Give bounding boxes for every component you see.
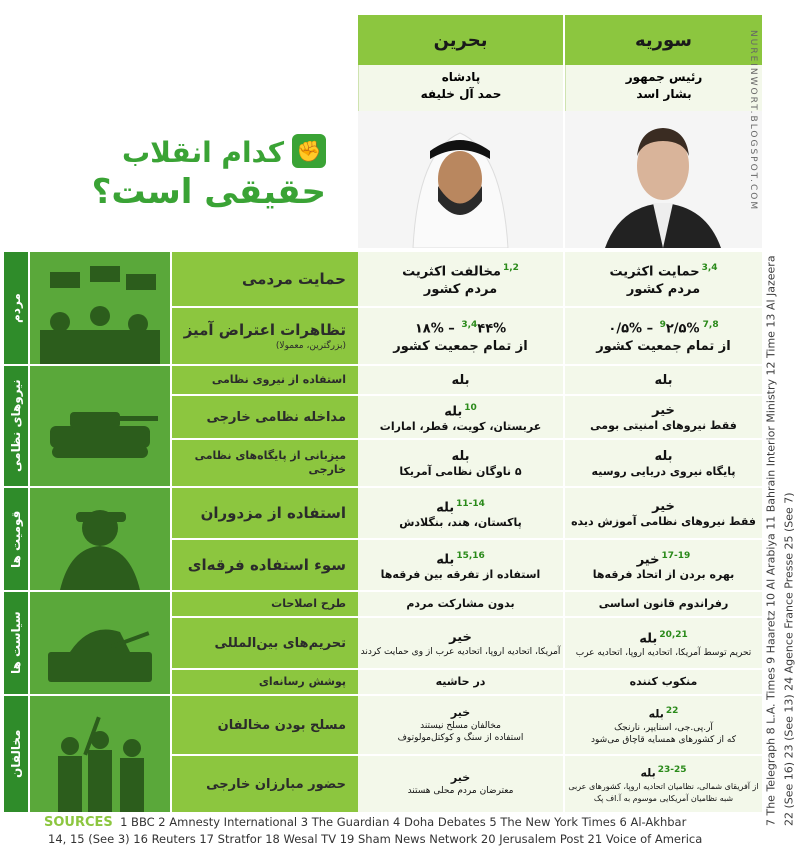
row-label-foreign-bases: میزبانی از پایگاه‌های نظامی خارجی bbox=[172, 440, 358, 486]
row-label-foreign-intervention: مداخله نظامی خارجی bbox=[172, 396, 358, 438]
row-label-mercenaries: استفاده از مزدوران bbox=[172, 488, 358, 538]
watermark-url: NUREINWORT.BLOGSPOT.COM bbox=[748, 30, 758, 212]
row-label-popular-support: حمایت مردمی bbox=[172, 252, 358, 306]
bahrain-leader: پادشاه حمد آل خلیفه bbox=[358, 65, 563, 111]
syria-armed-opposition: $^{22}$بله آر.پی.جی، اسنایپر، نارنجک که از کشورهای همسایه قاچاق می‌شود bbox=[565, 696, 762, 754]
row-label-sectarian: سوء استفاده فرقه‌ای bbox=[172, 540, 358, 590]
bahrain-foreign-bases: بله ۵ ناوگان نظامی آمریکا bbox=[358, 440, 563, 486]
title-line1: کدام انقلاب bbox=[122, 136, 284, 169]
bahrain-foreign-fighters: خیر معترضان مردم محلی هستند bbox=[358, 756, 563, 812]
fist-icon: ✊ bbox=[292, 134, 326, 168]
category-ethnicity: قومیت ها bbox=[4, 488, 28, 590]
category-opposition: مخالفان bbox=[4, 696, 28, 812]
bahrain-military-force: بله bbox=[358, 366, 563, 394]
row-label-armed-opposition: مسلح بودن مخالفان bbox=[172, 696, 358, 754]
tank-image bbox=[30, 366, 170, 486]
side-sources-2: 22 (See 16) 23 (See 13) 24 Agence France Presse 25 (See 7) bbox=[782, 492, 796, 826]
syria-popular-support: $^{3,4}$حمایت اکثریت مردم کشور bbox=[565, 252, 762, 306]
syria-header: سوریه bbox=[565, 15, 762, 65]
bahrain-armed-opposition: خیر مخالفان مسلح نیستند استفاده از سنگ و کوکتل‌مولوتوف bbox=[358, 696, 563, 754]
row-label-military-force: استفاده از نیروی نظامی bbox=[172, 366, 358, 394]
category-politics: سیاست ها bbox=[4, 592, 28, 694]
bahrain-media: در حاشیه bbox=[358, 670, 563, 694]
syria-sanctions: $^{20,21}$بله تحریم توسط آمریکا، اتحادیه اروپا، اتحادیه عرب bbox=[565, 618, 762, 668]
syria-foreign-fighters: $^{23-25}$بله از آفریقای شمالی، نظامیان اتحادیه اروپا، کشورهای عربی شبه نظامیان آمریکایی موسوم به آ.اف پک bbox=[565, 756, 762, 812]
bahrain-foreign-intervention: $^{10}$بله عربستان، کویت، قطر، امارات bbox=[358, 396, 563, 438]
syria-protests: $^{7,8 9}$۲/۵% – ۰/۵% از تمام جمعیت کشور bbox=[565, 308, 762, 364]
bahrain-leader-portrait bbox=[358, 111, 563, 248]
side-sources-1: 7 The Telegraph 8 L.A. Times 9 Haaretz 10 Al Arabiya 11 Bahrain Interior Ministry 12 Time 13 Al Jazeera bbox=[764, 255, 778, 826]
syria-leader: رئیس جمهور بشار اسد bbox=[565, 65, 762, 111]
syria-mercenaries: خیر فقط نیروهای نظامی آموزش دیده bbox=[565, 488, 762, 538]
row-label-media: پوشش رسانه‌ای bbox=[172, 670, 358, 694]
bahrain-sanctions: خیر آمریکا، اتحادیه اروپا، اتحادیه عرب از وی حمایت کردند bbox=[358, 618, 563, 668]
fighters-image bbox=[30, 696, 170, 812]
row-label-protests: تظاهرات اعتراض آمیز (بزرگترین، معمولا) bbox=[172, 308, 358, 364]
category-people: مردم bbox=[4, 252, 28, 364]
syria-foreign-bases: بله پایگاه نیروی دریایی روسیه bbox=[565, 440, 762, 486]
category-military: نیروهای نظامی bbox=[4, 366, 28, 486]
bahrain-sectarian: $^{15,16}$بله استفاده از تفرقه بین فرقه‌ها bbox=[358, 540, 563, 590]
bahrain-mercenaries: $^{11-14}$بله پاکستان، هند، بنگلادش bbox=[358, 488, 563, 538]
soldier-image bbox=[30, 488, 170, 590]
syria-foreign-intervention: خیر فقط نیروهای امنیتی بومی bbox=[565, 396, 762, 438]
signing-image bbox=[30, 592, 170, 694]
bahrain-popular-support: $^{1,2}$مخالفت اکثریت مردم کشور bbox=[358, 252, 563, 306]
bahrain-header: بحرین bbox=[358, 15, 563, 65]
title-line2: حقیقی است؟ bbox=[91, 172, 326, 212]
syria-leader-portrait bbox=[565, 111, 762, 248]
bahrain-reform: بدون مشارکت مردم bbox=[358, 592, 563, 616]
sources-line2: 14, 15 (See 3) 16 Reuters 17 Stratfor 18 Wesal TV 19 Sham News Network 20 Jerusalem Post 21 Voice of America bbox=[48, 832, 703, 846]
protest-image bbox=[30, 252, 170, 364]
row-label-reform: طرح اصلاحات bbox=[172, 592, 358, 616]
syria-media: منکوب کننده bbox=[565, 670, 762, 694]
row-label-foreign-fighters: حضور مبارزان خارجی bbox=[172, 756, 358, 812]
bahrain-protests: $^{3,4}$۴۴% – ۱۸% از تمام جمعیت کشور bbox=[358, 308, 563, 364]
sources-line1: SOURCES 1 BBC 2 Amnesty International 3 The Guardian 4 Doha Debates 5 The New York Times 6 Al-Akhbar bbox=[44, 815, 687, 830]
title-block bbox=[22, 128, 342, 218]
syria-reform: رفراندوم قانون اساسی bbox=[565, 592, 762, 616]
syria-sectarian: $^{17-19}$خیر بهره بردن از اتحاد فرقه‌ها bbox=[565, 540, 762, 590]
row-label-sanctions: تحریم‌های بین‌المللی bbox=[172, 618, 358, 668]
sources-heading: SOURCES bbox=[44, 815, 113, 830]
syria-military-force: بله bbox=[565, 366, 762, 394]
